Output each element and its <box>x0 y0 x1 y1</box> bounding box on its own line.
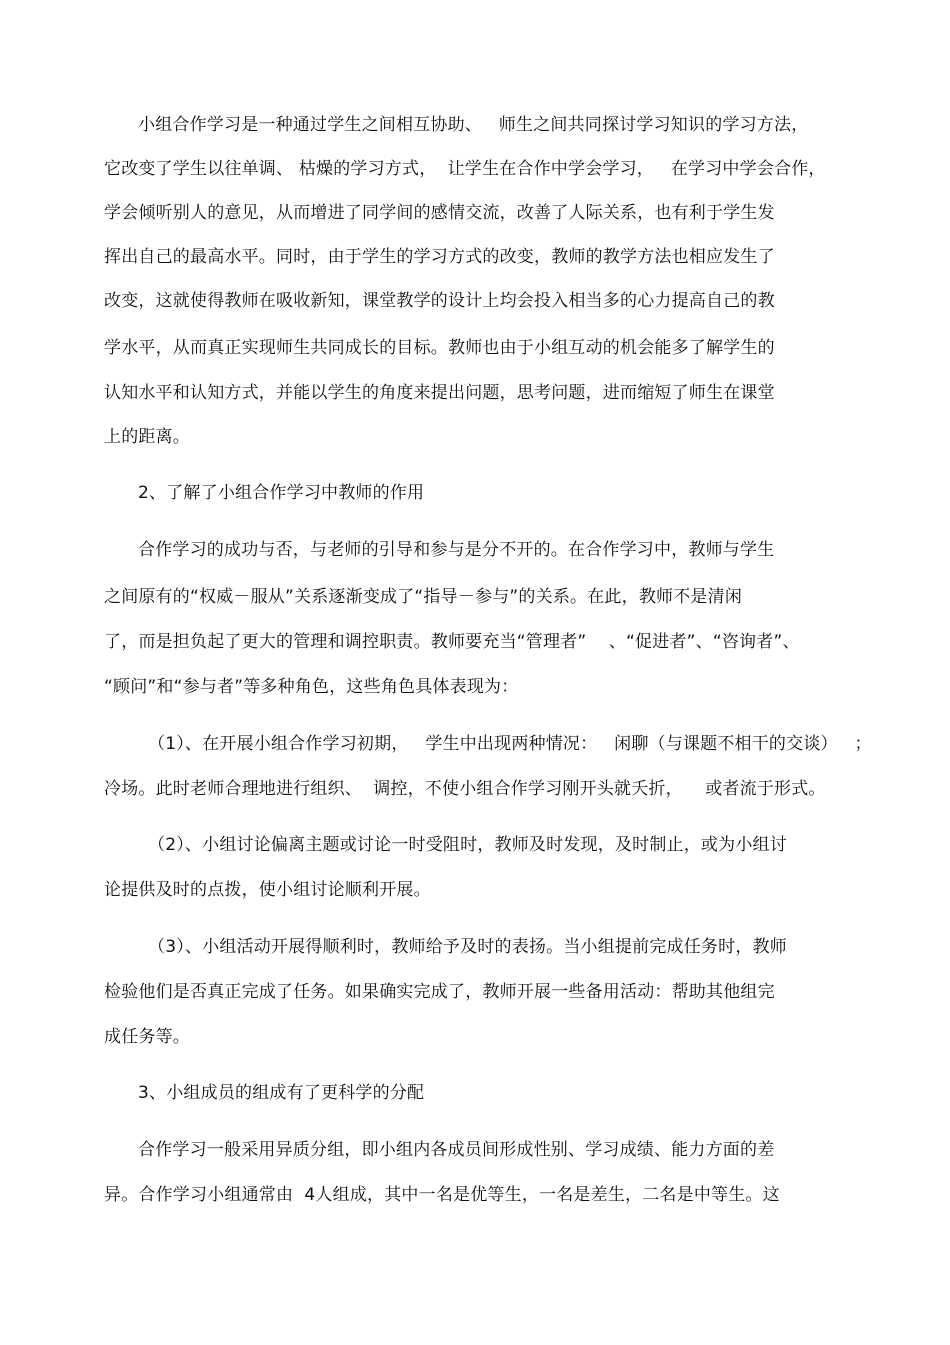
paragraph-line: 合作学习一般采用异质分组，即小组内各成员间形成性别、学习成绩、能力方面的差 <box>138 1140 775 1160</box>
list-item-line: （1）、在开展小组合作学习初期， 学生中出现两种情况： 闲聊（与课题不相干的交谈） ； <box>148 734 872 754</box>
paragraph-line: 学会倾听别人的意见，从而增进了同学间的感情交流，改善了人际关系，也有利于学生发 <box>104 203 775 223</box>
paragraph-line: 之间原有的“权威－服从”关系逐渐变成了“指导－参与”的关系。在此，教师不是清闲 <box>104 587 743 607</box>
list-item-line: 冷场。此时老师合理地进行组织、 调控，不使小组合作学习刚开头就夭折， 或者流于形式。 <box>104 779 826 799</box>
paragraph-line: 异。合作学习小组通常由 4人组成，其中一名是优等生，一名是差生，二名是中等生。这 <box>104 1185 780 1205</box>
list-item-line: 成任务等。 <box>104 1027 190 1047</box>
paragraph-line: 合作学习的成功与否，与老师的引导和参与是分不开的。在合作学习中，教师与学生 <box>138 540 775 560</box>
paragraph-line: 它改变了学生以往单调、 枯燥的学习方式， 让学生在合作中学会学习， 在学习中学会合作， <box>104 159 826 179</box>
list-item-line: （3）、小组活动开展得顺利时，教师给予及时的表扬。当小组提前完成任务时，教师 <box>148 937 787 957</box>
paragraph-line: “顾问”和“参与者”等多种角色，这些角色具体表现为： <box>104 677 519 697</box>
list-item-line: 论提供及时的点拨，使小组讨论顺利开展。 <box>104 880 431 900</box>
paragraph-line: 了，而是担负起了更大的管理和调控职责。教师要充当“管理者” 、“促进者”、“咨询者”、 <box>104 632 800 652</box>
section-heading: 2、了解了小组合作学习中教师的作用 <box>138 483 425 503</box>
list-item-line: 检验他们是否真正完成了任务。如果确实完成了，教师开展一些备用活动：帮助其他组完 <box>104 982 775 1002</box>
paragraph-line: 改变，这就使得教师在吸收新知，课堂教学的设计上均会投入相当多的心力提高自己的教 <box>104 291 775 311</box>
paragraph-line: 小组合作学习是一种通过学生之间相互协助、 师生之间共同探讨学习知识的学习方法， <box>138 115 809 135</box>
paragraph-line: 学水平，从而真正实现师生共同成长的目标。教师也由于小组互动的机会能多了解学生的 <box>104 338 775 358</box>
section-heading: 3、小组成员的组成有了更科学的分配 <box>138 1083 425 1103</box>
paragraph-line: 上的距离。 <box>104 427 190 447</box>
list-item-line: （2）、小组讨论偏离主题或讨论一时受阻时，教师及时发现，及时制止，或为小组讨 <box>148 835 787 855</box>
paragraph-line: 挥出自己的最高水平。同时，由于学生的学习方式的改变，教师的教学方法也相应发生了 <box>104 247 775 267</box>
paragraph-line: 认知水平和认知方式，并能以学生的角度来提出问题，思考问题，进而缩短了师生在课堂 <box>104 383 775 403</box>
